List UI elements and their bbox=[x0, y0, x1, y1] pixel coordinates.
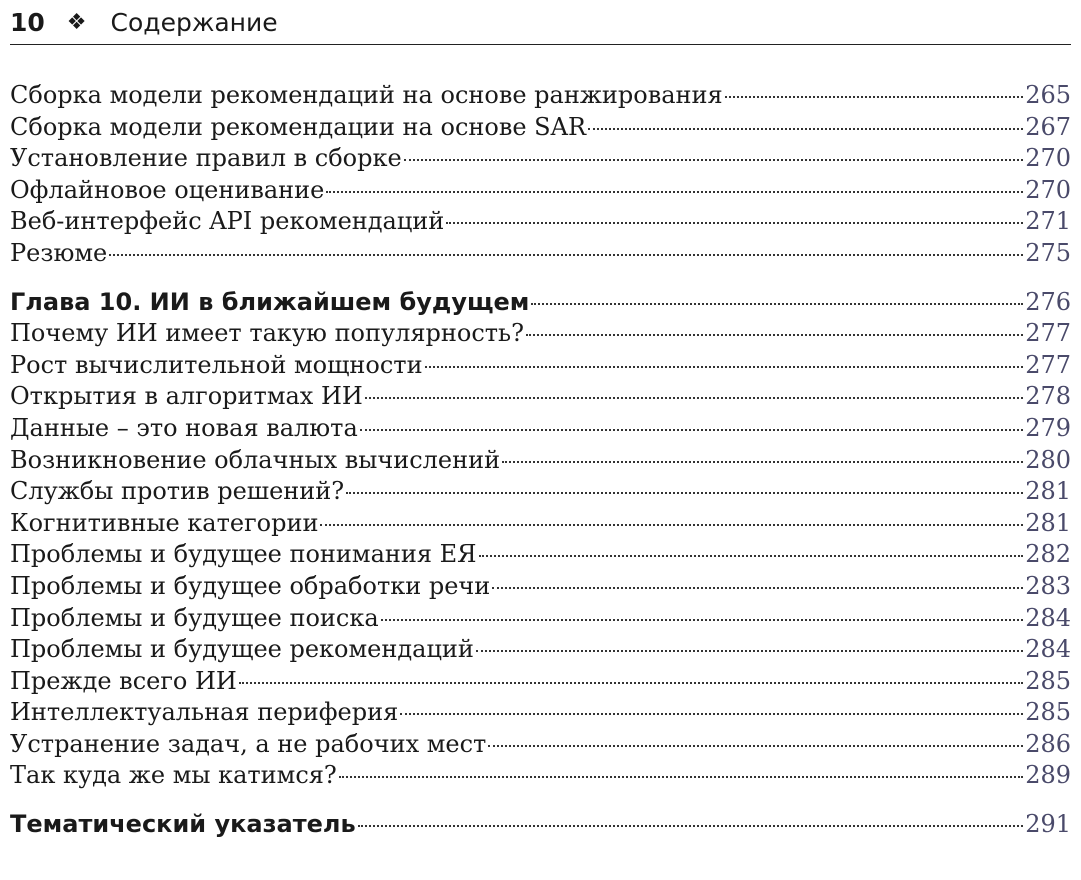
toc-section-chapter-10 bbox=[10, 318, 1071, 792]
dot-leader bbox=[109, 254, 1023, 256]
ornament-icon: ❖ bbox=[66, 9, 87, 35]
dot-leader bbox=[502, 461, 1023, 463]
toc-entry[interactable] bbox=[10, 445, 1071, 477]
toc-entry[interactable] bbox=[10, 539, 1071, 571]
toc-entry-title: Возникновение облачных вычислений bbox=[10, 445, 501, 474]
toc-entry-page: 278 bbox=[1025, 382, 1071, 411]
dot-leader bbox=[326, 191, 1023, 193]
chapter-title: Глава 10. ИИ в ближайшем будущем bbox=[10, 287, 530, 316]
page-number: 10 bbox=[10, 7, 45, 37]
toc-entry-title: Почему ИИ имеет такую популярность? bbox=[10, 319, 524, 348]
toc-entry[interactable] bbox=[10, 729, 1071, 761]
toc-entry-page: 279 bbox=[1025, 413, 1071, 442]
toc-entry-title: Так куда же мы катимся? bbox=[10, 761, 337, 790]
toc-entry[interactable] bbox=[10, 571, 1071, 603]
toc-entry[interactable] bbox=[10, 760, 1071, 792]
toc-entry-page: 281 bbox=[1025, 508, 1071, 537]
toc-entry[interactable] bbox=[10, 112, 1071, 144]
dot-leader bbox=[526, 334, 1023, 336]
toc-entry[interactable] bbox=[10, 603, 1071, 635]
dot-leader bbox=[339, 776, 1023, 778]
toc-chapter-10[interactable] bbox=[10, 287, 1071, 319]
toc-entry[interactable] bbox=[10, 206, 1071, 238]
toc-entry-title: Службы против решений? bbox=[10, 477, 345, 506]
toc-entry-page: 285 bbox=[1025, 698, 1071, 727]
dot-leader bbox=[425, 366, 1024, 368]
toc-entry-page: 270 bbox=[1025, 144, 1071, 173]
toc-entry-page: 277 bbox=[1025, 319, 1071, 348]
dot-leader bbox=[588, 128, 1023, 130]
dot-leader bbox=[531, 303, 1023, 305]
toc-entry-page: 265 bbox=[1025, 81, 1071, 109]
toc-entry[interactable] bbox=[10, 413, 1071, 445]
toc-entry[interactable] bbox=[10, 318, 1071, 350]
toc-entry-title: Сборка модели рекомендации на основе SAR bbox=[10, 112, 587, 141]
toc-entry[interactable] bbox=[10, 80, 1071, 112]
dot-leader bbox=[346, 492, 1023, 494]
dot-leader bbox=[479, 555, 1024, 557]
toc-entry[interactable] bbox=[10, 143, 1071, 175]
toc-entry-title: Проблемы и будущее понимания ЕЯ bbox=[10, 540, 477, 569]
toc-entry[interactable] bbox=[10, 238, 1071, 270]
toc-entry[interactable] bbox=[10, 634, 1071, 666]
dot-leader bbox=[476, 650, 1023, 652]
table-of-contents bbox=[10, 80, 1071, 841]
toc-entry-page: 286 bbox=[1025, 729, 1071, 758]
dot-leader bbox=[400, 713, 1023, 715]
dot-leader bbox=[358, 825, 1024, 827]
dot-leader bbox=[239, 682, 1023, 684]
toc-entry-title: Офлайновое оценивание bbox=[10, 175, 325, 204]
toc-entry-page: 267 bbox=[1025, 112, 1071, 141]
toc-entry-page: 289 bbox=[1025, 761, 1071, 790]
toc-entry-title: Резюме bbox=[10, 238, 108, 267]
dot-leader bbox=[360, 429, 1023, 431]
toc-entry-title: Сборка модели рекомендаций на основе ранжирования bbox=[10, 81, 723, 109]
toc-entry[interactable] bbox=[10, 476, 1071, 508]
dot-leader bbox=[725, 96, 1024, 98]
toc-entry[interactable] bbox=[10, 666, 1071, 698]
toc-entry-page: 284 bbox=[1025, 635, 1071, 664]
toc-entry-title: Данные – это новая валюта bbox=[10, 413, 358, 442]
chapter-page: 276 bbox=[1025, 287, 1071, 316]
toc-entry-title: Прежде всего ИИ bbox=[10, 666, 237, 695]
toc-entry-title: Проблемы и будущее обработки речи bbox=[10, 571, 491, 600]
toc-entry-title: Открытия в алгоритмах ИИ bbox=[10, 382, 363, 411]
toc-entry-page: 280 bbox=[1025, 445, 1071, 474]
toc-entry-page: 285 bbox=[1025, 666, 1071, 695]
toc-entry-title: Рост вычислительной мощности bbox=[10, 350, 423, 379]
toc-entry-title: Проблемы и будущее поиска bbox=[10, 603, 379, 632]
toc-entry[interactable] bbox=[10, 697, 1071, 729]
dot-leader bbox=[381, 619, 1024, 621]
toc-entry-title: Веб-интерфейс API рекомендаций bbox=[10, 207, 445, 236]
toc-entry-title: Установление правил в сборке bbox=[10, 144, 402, 173]
toc-entry-page: 281 bbox=[1025, 477, 1071, 506]
toc-entry-title: Когнитивные категории bbox=[10, 508, 319, 537]
dot-leader bbox=[320, 524, 1023, 526]
index-title: Тематический указатель bbox=[10, 810, 356, 839]
toc-entry-title: Проблемы и будущее рекомендаций bbox=[10, 635, 474, 664]
running-title: Содержание bbox=[110, 7, 278, 37]
toc-index-entry[interactable] bbox=[10, 809, 1071, 841]
toc-entry-page: 275 bbox=[1025, 238, 1071, 267]
toc-entry[interactable] bbox=[10, 508, 1071, 540]
toc-entry-page: 283 bbox=[1025, 571, 1071, 600]
dot-leader bbox=[404, 159, 1023, 161]
toc-entry-page: 270 bbox=[1025, 175, 1071, 204]
toc-entry[interactable] bbox=[10, 175, 1071, 207]
dot-leader bbox=[492, 587, 1023, 589]
dot-leader bbox=[488, 745, 1023, 747]
toc-entry[interactable] bbox=[10, 350, 1071, 382]
toc-section-top bbox=[10, 80, 1071, 270]
page-header bbox=[10, 0, 1071, 45]
toc-entry-title: Интеллектуальная периферия bbox=[10, 698, 399, 727]
toc-entry-page: 271 bbox=[1025, 207, 1071, 236]
toc-entry-page: 284 bbox=[1025, 603, 1071, 632]
dot-leader bbox=[446, 222, 1023, 224]
toc-entry-page: 282 bbox=[1025, 540, 1071, 569]
index-page: 291 bbox=[1025, 810, 1071, 839]
toc-entry-title: Устранение задач, а не рабочих мест bbox=[10, 729, 487, 758]
toc-entry-page: 277 bbox=[1025, 350, 1071, 379]
dot-leader bbox=[365, 397, 1023, 399]
toc-entry[interactable] bbox=[10, 381, 1071, 413]
